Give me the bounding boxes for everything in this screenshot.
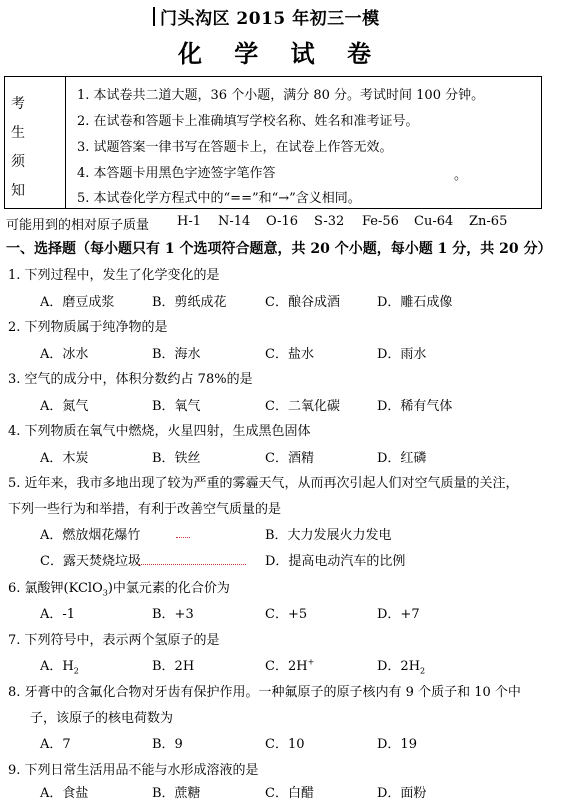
- question-6-option-d: D．+7: [377, 607, 420, 622]
- atomic-mass-item: Cu-64: [414, 214, 454, 229]
- question-7-option-c: [265, 655, 314, 674]
- question-7-option-a: [40, 655, 79, 676]
- text-cursor-bar: [153, 7, 155, 26]
- question-3-option-a: A．氮气: [40, 399, 89, 414]
- notice-box: [4, 76, 542, 209]
- question-2-option-d: D．雨水: [377, 347, 427, 362]
- atomic-mass-label: 可能用到的相对原子质量: [6, 218, 150, 233]
- paper-title: 化 学 试 卷: [177, 39, 384, 68]
- question-6-stem: [8, 577, 230, 598]
- notice-label-char: 生: [11, 125, 25, 141]
- notice-label-char: 考: [11, 96, 25, 112]
- question-5-option-b: B．大力发展火力发电: [265, 528, 392, 543]
- question-7-option-d-sub: 2: [420, 666, 426, 676]
- notice-item: 5. 本试卷化学方程式中的“==”和“→”含义相同。: [77, 191, 361, 206]
- spellcheck-squiggle: [138, 560, 246, 565]
- question-8-stem-line2: 子，该原子的核电荷数为: [30, 711, 174, 726]
- question-7-option-a-sub: 2: [73, 666, 79, 676]
- question-6-stem-pre: 6. 氯酸钾(KClO: [8, 581, 103, 596]
- notice-item: 3. 试题答案一律书写在答题卡上，在试卷上作答无效。: [77, 140, 393, 155]
- atomic-mass-item: O-16: [266, 214, 299, 229]
- atomic-mass-item: Fe-56: [362, 214, 399, 229]
- question-7-stem: 7. 下列符号中，表示两个氢原子的是: [8, 633, 220, 648]
- question-7-option-c-sup: +: [307, 657, 315, 667]
- question-6-option-a: A．-1: [40, 607, 76, 622]
- question-5-stem: 5. 近年来，我市多地出现了较为严重的雾霾天气，从而再次引起人们对空气质量的关注，: [8, 476, 519, 491]
- question-8-stem: 8. 牙膏中的含氟化合物对牙齿有保护作用。一种氟原子的原子核内有 9 个质子和 10 个中: [8, 685, 521, 700]
- question-1-option-b: B．剪纸成花: [152, 295, 227, 310]
- exam-info: 门头沟区 2015 年初三一模: [160, 9, 380, 29]
- question-2-stem: 2. 下列物质属于纯净物的是: [8, 320, 168, 335]
- question-3-stem: 3. 空气的成分中，体积分数约占 78%的是: [8, 372, 253, 387]
- question-4-option-d: D．红磷: [377, 451, 427, 466]
- atomic-mass-item: S-32: [314, 214, 345, 229]
- question-4-stem: 4. 下列物质在氧气中燃烧，火星四射，生成黑色固体: [8, 424, 311, 439]
- question-9-option-d: D．面粉: [377, 786, 427, 801]
- question-7-option-a-text: A．H: [40, 659, 74, 674]
- question-1-option-d: D．雕石成像: [377, 295, 453, 310]
- question-7-option-d-text: D．2H: [377, 659, 421, 674]
- question-9-option-c: C．白醋: [265, 786, 314, 801]
- question-1-option-c: C．酿谷成酒: [265, 295, 340, 310]
- question-8-option-a: A．7: [40, 737, 71, 752]
- question-5-stem-line2: 下列一些行为和举措，有利于改善空气质量的是: [8, 502, 282, 517]
- question-6-option-b: B．+3: [152, 607, 194, 622]
- question-5-option-d: D．提高电动汽车的比例: [265, 554, 406, 569]
- notice-item: 4. 本答题卡用黑色字迹签字笔作答: [77, 166, 276, 181]
- question-4-option-b: B．铁丝: [152, 451, 201, 466]
- spellcheck-squiggle: [176, 533, 190, 538]
- question-6-option-c: C．+5: [265, 607, 308, 622]
- question-9-stem: 9. 下列日常生活用品不能与水形成溶液的是: [8, 763, 259, 778]
- notice-label-char: 知: [11, 183, 25, 199]
- notice-label: [5, 77, 66, 208]
- notice-item: 2. 在试卷和答题卡上准确填写学校名称、姓名和准考证号。: [77, 114, 419, 129]
- question-8-option-d: D．19: [377, 737, 417, 752]
- atomic-mass-item: H-1: [177, 214, 202, 229]
- question-5-option-c: C．露天焚烧垃圾: [40, 554, 141, 569]
- question-2-option-b: B．海水: [152, 347, 201, 362]
- question-1-stem: 1. 下列过程中，发生了化学变化的是: [8, 268, 220, 283]
- question-8-option-c: C．10: [265, 737, 305, 752]
- atomic-mass-item: N-14: [218, 214, 251, 229]
- stray-period: 。: [454, 168, 468, 183]
- question-9-option-b: B．蔗糖: [152, 786, 201, 801]
- question-3-option-b: B．氧气: [152, 399, 201, 414]
- question-8-option-b: B．9: [152, 737, 183, 752]
- question-6-stem-post: )中氯元素的化合价为: [107, 581, 230, 596]
- section-heading: 一、选择题（每小题只有 1 个选项符合题意，共 20 个小题，每小题 1 分，共 20 分）: [6, 241, 552, 257]
- notice-item: 1. 本试卷共二道大题，36 个小题，满分 80 分。考试时间 100 分钟。: [77, 88, 485, 103]
- question-6-stem-sub: 3: [102, 588, 108, 598]
- question-7-option-d: [377, 655, 425, 676]
- question-3-option-c: C．二氧化碳: [265, 399, 340, 414]
- notice-label-char: 须: [11, 154, 25, 170]
- question-4-option-c: C．酒精: [265, 451, 314, 466]
- notice-items: [66, 77, 541, 208]
- question-5-option-a: A．燃放烟花爆竹: [40, 528, 141, 543]
- question-9-option-a: A．食盐: [40, 786, 89, 801]
- question-7-option-b: B．2H: [152, 659, 195, 674]
- atomic-mass-item: Zn-65: [469, 214, 508, 229]
- question-1-option-a: A．磨豆成浆: [40, 295, 115, 310]
- question-4-option-a: A．木炭: [40, 451, 89, 466]
- question-3-option-d: D．稀有气体: [377, 399, 453, 414]
- question-2-option-a: A．冰水: [40, 347, 89, 362]
- exam-header: [0, 4, 561, 28]
- question-2-option-c: C．盐水: [265, 347, 314, 362]
- question-7-option-c-text: C．2H: [265, 659, 308, 674]
